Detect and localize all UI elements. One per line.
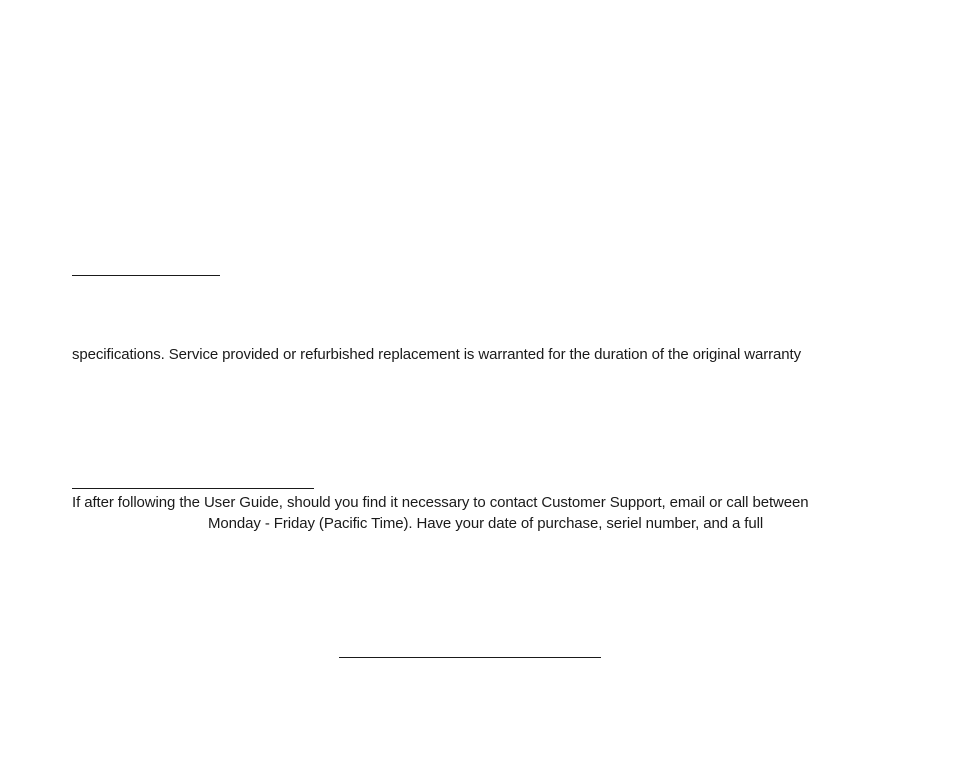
underline-rule-3 bbox=[339, 657, 601, 658]
underline-rule-1 bbox=[72, 275, 220, 276]
warranty-text-line: specifications. Service provided or refurbished replacement is warranted for the duration of the original warranty bbox=[72, 346, 801, 363]
support-text-line-1: If after following the User Guide, should you find it necessary to contact Customer Support, email or call between bbox=[72, 494, 809, 511]
underline-rule-2 bbox=[72, 488, 314, 489]
support-text-line-2: Monday - Friday (Pacific Time). Have your date of purchase, seriel number, and a full bbox=[208, 515, 764, 532]
